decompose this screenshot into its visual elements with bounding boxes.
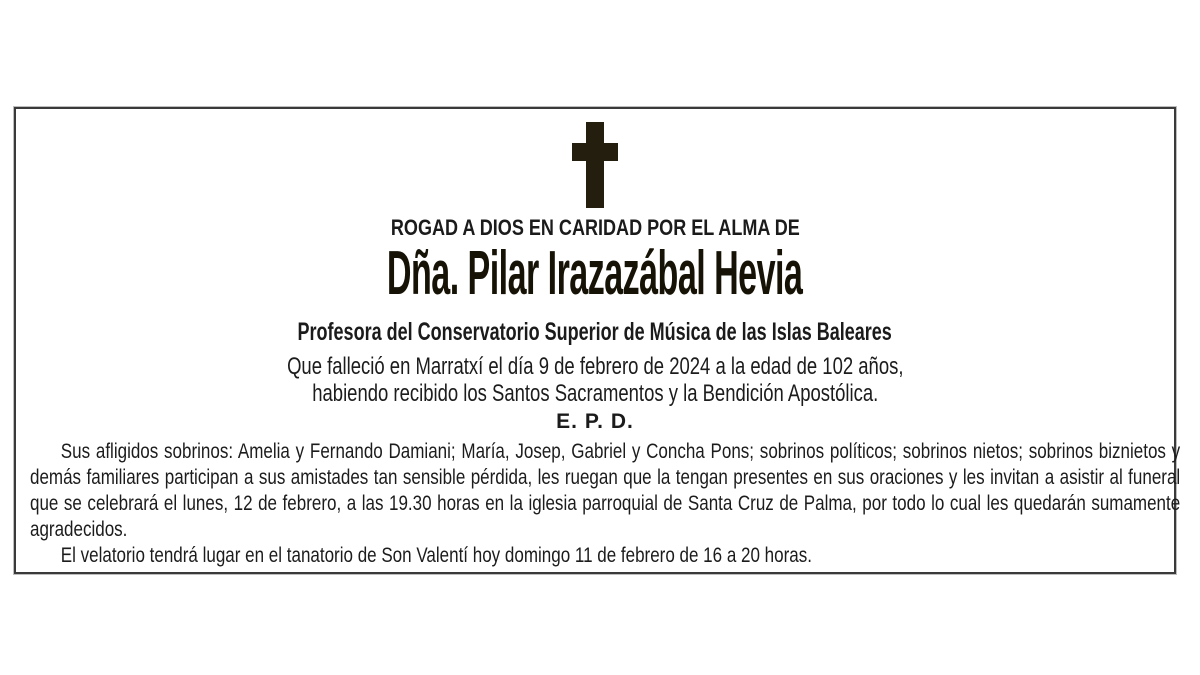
death-detail-line2: habiendo recibido los Santos Sacramentos y la Bendición Apostólica.: [311, 380, 879, 407]
wake-paragraph: El velatorio tendrá lugar en el tanatorio de Son Valentí hoy domingo 11 de febrero de 16 a 20 horas.: [60, 544, 812, 567]
rogad-header: ROGAD A DIOS EN CARIDAD POR EL ALMA DE: [390, 215, 800, 240]
death-details: [195, 353, 996, 407]
deceased-name: Dña. Pilar Irazazábal Hevia: [387, 239, 803, 308]
death-notice-content: [16, 109, 1181, 572]
death-detail-line1: Que falleció en Marratxí el día 9 de febrero de 2024 a la edad de 102 años,: [286, 353, 904, 380]
deceased-title: Profesora del Conservatorio Superior de Música de las Islas Baleares: [297, 318, 893, 346]
death-notice-box: [14, 107, 1181, 574]
epd-abbreviation: E. P. D.: [556, 410, 634, 433]
latin-cross-icon: [572, 122, 618, 208]
family-paragraph: Sus afligidos sobrinos: Amelia y Fernando Damiani; María, Josep, Gabriel y Concha Pons; sobrinos políticos; sobrinos nietos; sobrinos biznietos y demás familiares participan a sus amistades tan sensible pérdida, les ruegan que la tengan presentes en sus oraciones y les invitan a asistir al funeral que se celebrará el lunes, 12 de febrero, a las 19.30 horas en la iglesia parroquial de Santa Cruz de Palma, por todo lo cual les quedarán sumamente agradecidos.: [30, 440, 1181, 541]
notice-body: [30, 439, 1180, 569]
